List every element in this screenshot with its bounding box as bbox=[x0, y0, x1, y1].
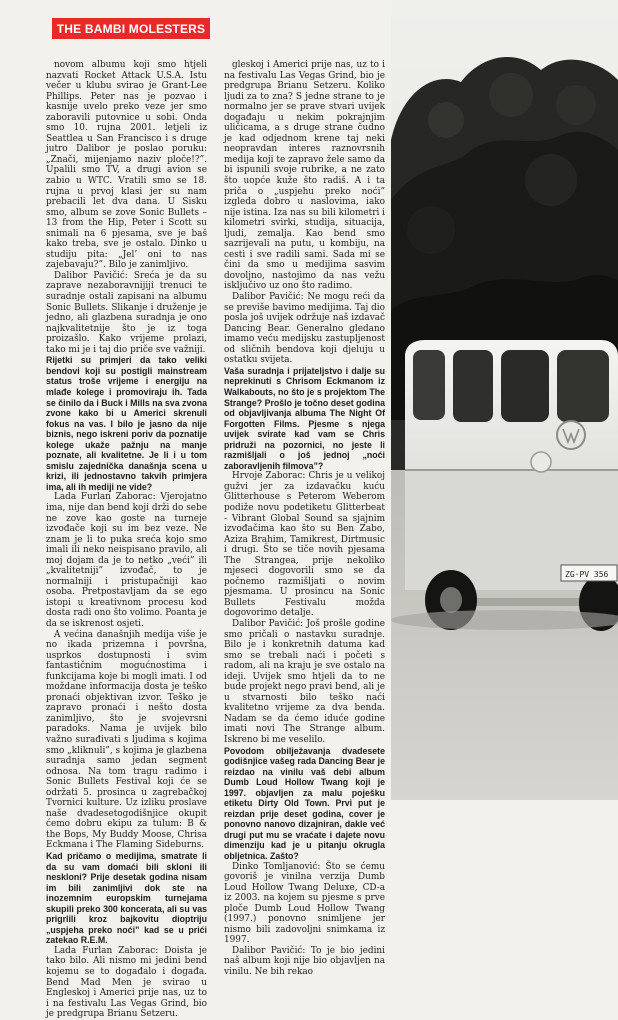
article-column-left bbox=[46, 60, 207, 1020]
left-question: Rijetki su primjeri da tako veliki bendovi koji su postigli mainstream status troše vrijeme i energiju na mlađe kolege i promoviraju ih. Tada se činilo da i Buck i Mills na sva zvona zvone kako bi u Americi skrenuli fokus na vas. I bilo je jasno da nije biznis, nego iskreni poriv da poznatije kolege ukaže pažnju na manje poznate, ali kvalitetne. Je li i u tom smislu zajednička današnja scena u krizi, ili jednostavno takvih primjera ima, ali ih mediji ne vide? bbox=[46, 355, 207, 492]
middle-paragraph: Dinko Tomljanović: Što se ćemu govoriš je vinilna verzija Dumb Loud Hollow Twang Deluxe, CD-a iz 2003. na kojem su pjesme s prve ploče Dumb Loud Hollow Twang (1997.) ponovno snimljene jer nismo bili zadovoljni snimkama iz 1997. bbox=[224, 861, 385, 946]
middle-paragraph: Dalibor Pavičić: To je bio jedini naš album koji nije bio objavljen na vinilu. Ne bih rekao bbox=[224, 945, 385, 978]
middle-paragraph: Hrvoje Zaborac: Chris je u velikoj gužvi jer za izdavačku kuću Glitterhouse s Peterom Weberom podiže novu podetiketu Glitterbeat - Vibrant Global Sound sa sjajnim izvođačima kao što su Ben Zabo, Aziza Brahim, Tamikrest, Dirtmusic i drugi. Što se tiče novih pjesama The Strangea, prije nekoliko mjeseci dogovorili smo se da počnemo razmišljati o novim pjesmama. U prosincu na Sonic Bullets Festivalu možda dogovorimo detalje. bbox=[224, 471, 385, 619]
vw-van-photo bbox=[391, 0, 618, 800]
middle-paragraph: Dalibor Pavičić: Ne mogu reći da se previše bavimo medijima. Taj dio posla još uvijek održuje naš izdavač Dancing Bear. Generalno gledano imamo veću medijsku zastupljenost od sličnih bendova koji djeluju u ostatku svijeta. bbox=[224, 292, 385, 366]
middle-question: Vaša suradnja i prijateljstvo i dalje su neprekinuti s Chrisom Eckmanom iz Walkabouts, no što je s projektom The Strange? Prošlo je točno deset godina od objavljivanja albuma The Night Of Forgotten Films. Pjesme s njega uvijek svirate kad vam se Chris pridruži na pozornici, no jeste li razmišljali o još jednoj „noći zaboravljenih filmova”? bbox=[224, 365, 385, 471]
article-column-middle bbox=[224, 60, 385, 978]
left-paragraph: Dalibor Pavičić: Sreća je da su zaprave nezaboravnijiji trenuci te suradnje ostali zapisani na albumu Sonic Bullets. Slikanje i druženje je jedno, ali glazbena suradnja je ono najkvalitetnije što je iz toga proizašlo. Kako vrijeme prolazi, tako mi je i taj dio priče sve važniji. bbox=[46, 270, 207, 355]
section-banner: THE BAMBI MOLESTERS bbox=[52, 18, 210, 39]
middle-question: Povodom obilježavanja dvadesete godišnjice vašeg rada Dancing Bear je reizdao na vinilu vaš debi album Dumb Loud Hollow Twang koji je 1997. objavljen za malu poješku etiketu Dirty Old Town. Prvi put je reizdan prije deset godina, cover je ponovno nanovo dizajniran, dakle već drugi put mu se vraćate i dajete novu dimenziju kad je u pitanju okrugla obljetnica. Zašto? bbox=[224, 745, 385, 862]
middle-paragraph: gleskoj i Americi prije nas, uz to i na festivalu Las Vegas Grind, bio je predgrupa Brianu Setzeru. Koliko ljudi za to zna? S jedne strane to je normalno jer se prave stvari uvijek događaju u nekim pokrajnjim uličicama, a s druge strane čudno je kad odjednom krene taj neki neopravdan interes raznovrsnih medija koji te zapravo žele samo da bi ispunili svoje rubrike, a ne zato što uopće kuže što radiš. A i ta priča o „uspjehu preko noći” izgleda dobro u naslovima, iako nije istina. Iza nas su bili kilometri i kilometri svirki, studija, situacija, ljudi, zemalja. Kao bend smo sazrijevali na putu, u kombiju, na cesti i sve radili sami. Sada mi se čini da smo u medijima sasvim dovoljno, nastojimo da nas vežu isključivo uz ono što radimo. bbox=[224, 60, 385, 292]
left-question: Kad pričamo o medijima, smatrate li da su vam domaći bili skloni ili neskloni? Prije desetak godina nisam im bili zanimljivi dok ste na inozemnim europskim turnejama skupili preko 300 koncerata, ali su vas prigrlili kroz bajkovitu dioptriju „uspjeha preko noći” kad se u prići zatekao R.E.M. bbox=[46, 851, 207, 946]
middle-paragraph: Dalibor Pavičić: Još prošle godine smo pričali o nastavku suradnje. Bilo je i konkretnih datuma kad smo se trebali naći i početi s radom, ali na kraju je sve ostalo na ideji. Uvijek smo htjeli da to ne bude projekt nego pravi bend, ali je u stvarnosti bilo teško naći kvalitetno vrijeme za dva benda. Nadam se da ćemo iduće godine imati novi The Strange album. Iskreno bi me veselilo. bbox=[224, 618, 385, 745]
left-paragraph: Lada Furlan Zaborac: Doista je tako bilo. Ali nismo mi jedini bend kojemu se to događalo i događa. Bend Mad Men je svirao u Engleskoj i Americi prije nas, uz to i na festivalu Las Vegas Grind, bio je predgrupa Brianu Setzeru. bbox=[46, 945, 207, 1020]
license-plate-text: ZG·PV 356 bbox=[565, 570, 609, 579]
left-paragraph: novom albumu koji smo htjeli nazvati Rocket Attack U.S.A. Istu večer u klubu svirao je Grant-Lee Phillips. Peter nas je pozvao i kasnije uvelo preko veze jer smo zaboravili putovnice u sobi. Onda smo 10. rujna 2001. letjeli iz Seattlea u San Francisco i s druge jutro Dalibor je poslao poruku: „Znači, mijenjamo naziv ploče!?”. Upalili smo TV, a drugi avion se zabio u WTC. Vratili smo se 18. rujna u prvoj klasi jer su nam prebacili let dva dana. U Sisku smo, album se zove Sonic Bullets – 13 from the Hip, Peter i Scott su snimali na 6 pjesama, sve je baš kako treba, sve je ostalo. Dinko u studiju pita: „Jel’ oni to nas zajebavaju?”. Bilo je zanimljivo. bbox=[46, 60, 207, 271]
left-paragraph: Lada Furlan Zaborac: Vjerojatno ima, nije dan bend koji drži do sebe ne zove kao goste na turneje izvođače koji su im bez veze. Ne znam je li to puka sreća kojo smo imali ili neko neispisano pravilo, ali moj dojam da je to netko „veći” ili „kvalitetniji” izvođač, to je normalniji i pristupačniji kao osoba. Pretpostavljam da se ego istopi u kreativnom procesu kod dosta radi ono što volimo. Poanta je da se iskrenost osjeti. bbox=[46, 492, 207, 629]
left-paragraph: A većina današnjih medija više je no ikada prizemna i površna, usprkos dostupnosti i svim fantastičnim mogućnostima i funkcijama koje bi mogli imati. I od moždane informacija dosta je teško pronaći objektivan izvor. Teško je zapravo pronaći i nešto dosta zanimljivo, što je svojevrsni paradoks. Nama je uvijek bilo važno surađivati s ljudima s kojima smo „kliknuli”, s kojima je glazbena suradnja samo jedan segment odnosa. Na tom tragu radimo i Sonic Bullets Festival koji će se održati 5. prosinca u zagrebačkoj Tvornici kulture. Uz izliku proslave naše dvadesetogodišnjice okupit ćemo dobru ekipu za tulum: B & the Bops, My Buddy Moose, Chrisa Eckmana i The Flaming Sideburns. bbox=[46, 629, 207, 851]
